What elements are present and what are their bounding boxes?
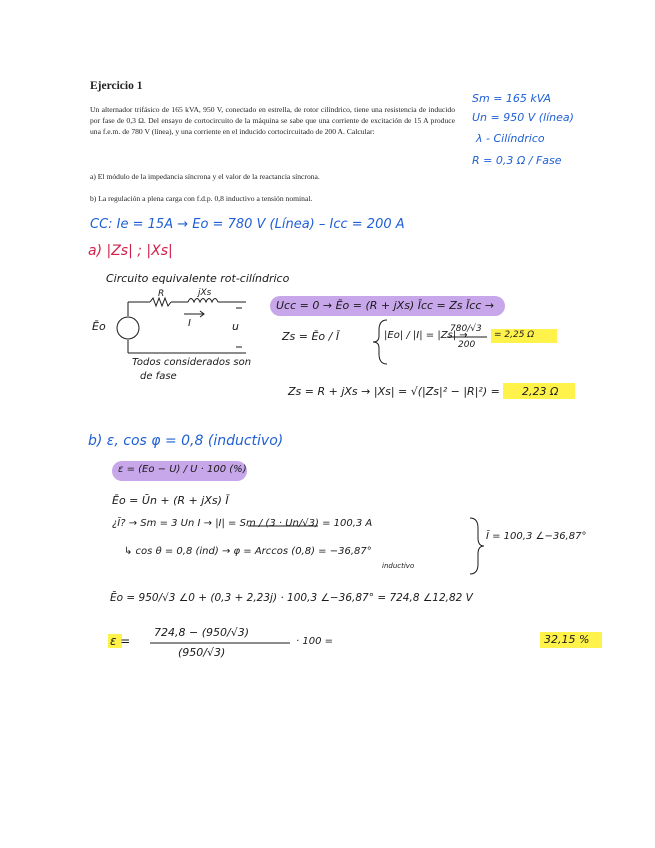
eq-reg-result: 32,15 % — [544, 633, 590, 646]
eq-reg-epsilon: ε = — [110, 634, 131, 648]
circuit-label-xs: jXs — [198, 288, 212, 298]
eq-i2: ↳ cos θ = 0,8 (ind) → φ = Arccos (0,8) = −36,87° — [124, 546, 372, 557]
problem-statement: Un alternador trifásico de 165 kVA, 950 V, conectado en estrella, de rotor cilíndrico, tiene una resistencia de inducido por fase de 0,3 Ω. Del ensayo de cortocircuito de la máquina se sabe que una corriente de excitación de 15 A produce una f.e.m. de 780 V (línea), y una corriente en el inducido cortocircuitado de 200 A. Calcular: — [90, 105, 455, 136]
circuit-note-1: Todos considerados son — [132, 357, 252, 368]
cc-line: CC: Ie = 15A → Eo = 780 V (Línea) – Icc = 200 A — [90, 217, 405, 232]
eq-zs-left: Zs = Ēo / Ī — [282, 330, 340, 343]
note-rotor: λ - Cilíndrico — [476, 132, 545, 145]
eq-reg-den: (950/√3) — [178, 646, 226, 659]
circuit-label-r: R — [158, 289, 165, 299]
eq-zs-frac-top: 780/√3 — [450, 324, 482, 334]
eq-xs-result: 2,23 Ω — [522, 385, 559, 398]
eq-reg-mult: · 100 = — [296, 636, 334, 647]
circuit-label-u: u — [232, 320, 239, 333]
eq-zs-mid: |Eo| / |I| = |Zs| → — [384, 330, 468, 341]
question-a: a) El módulo de la impedancia síncrona y el valor de la reactancia síncrona. — [90, 172, 320, 181]
exercise-title: Ejercicio 1 — [90, 80, 143, 92]
circuit-note-2: de fase — [140, 371, 177, 382]
note-un: Un = 950 V (línea) — [472, 111, 574, 124]
circuit-label-i: I — [188, 318, 191, 329]
part-b-label: b) ε, cos φ = 0,8 (inductivo) — [88, 433, 284, 449]
circuit-title: Circuito equivalente rot-cilíndrico — [106, 272, 290, 285]
question-b: b) La regulación a plena carga con f.d.p. 0,8 inductivo a tensión nominal. — [90, 194, 313, 203]
eq-e0: Ēo = Ūn + (R + jXs) Ī — [112, 494, 229, 507]
reg-formula: ε = (Eo − U) / U · 100 (%) — [118, 464, 247, 475]
note-r: R = 0,3 Ω / Fase — [472, 154, 562, 167]
eq-e0-calc: Ēo = 950/√3 ∠0 + (0,3 + 2,23j) · 100,3 ∠−36,87° = 724,8 ∠12,82 V — [110, 592, 473, 604]
eq-i-result: Ī = 100,3 ∠−36,87° — [486, 531, 587, 542]
eq-zs-frac-bot: 200 — [458, 340, 476, 350]
eq-xs: Zs = R + jXs → |Xs| = √(|Zs|² − |R|²) = — [288, 385, 500, 398]
note-sn: Sm = 165 kVA — [472, 92, 552, 105]
eq-ucc: Ucc = 0 → Ēo = (R + jXs) Īcc = Zs Īcc → — [276, 299, 495, 312]
circuit-label-e: Ēo — [92, 320, 106, 333]
eq-zs-result: = 2,25 Ω — [494, 330, 535, 340]
part-a-label: a) |Zs| ; |Xs| — [88, 243, 173, 259]
eq-i2-note: inductivo — [382, 562, 415, 570]
eq-i1: ¿Ī? → Sm = 3 Un I → |I| = Sm / (3 · Un/√3) = 100,3 A — [112, 518, 373, 529]
eq-reg-num: 724,8 − (950/√3) — [154, 626, 249, 639]
